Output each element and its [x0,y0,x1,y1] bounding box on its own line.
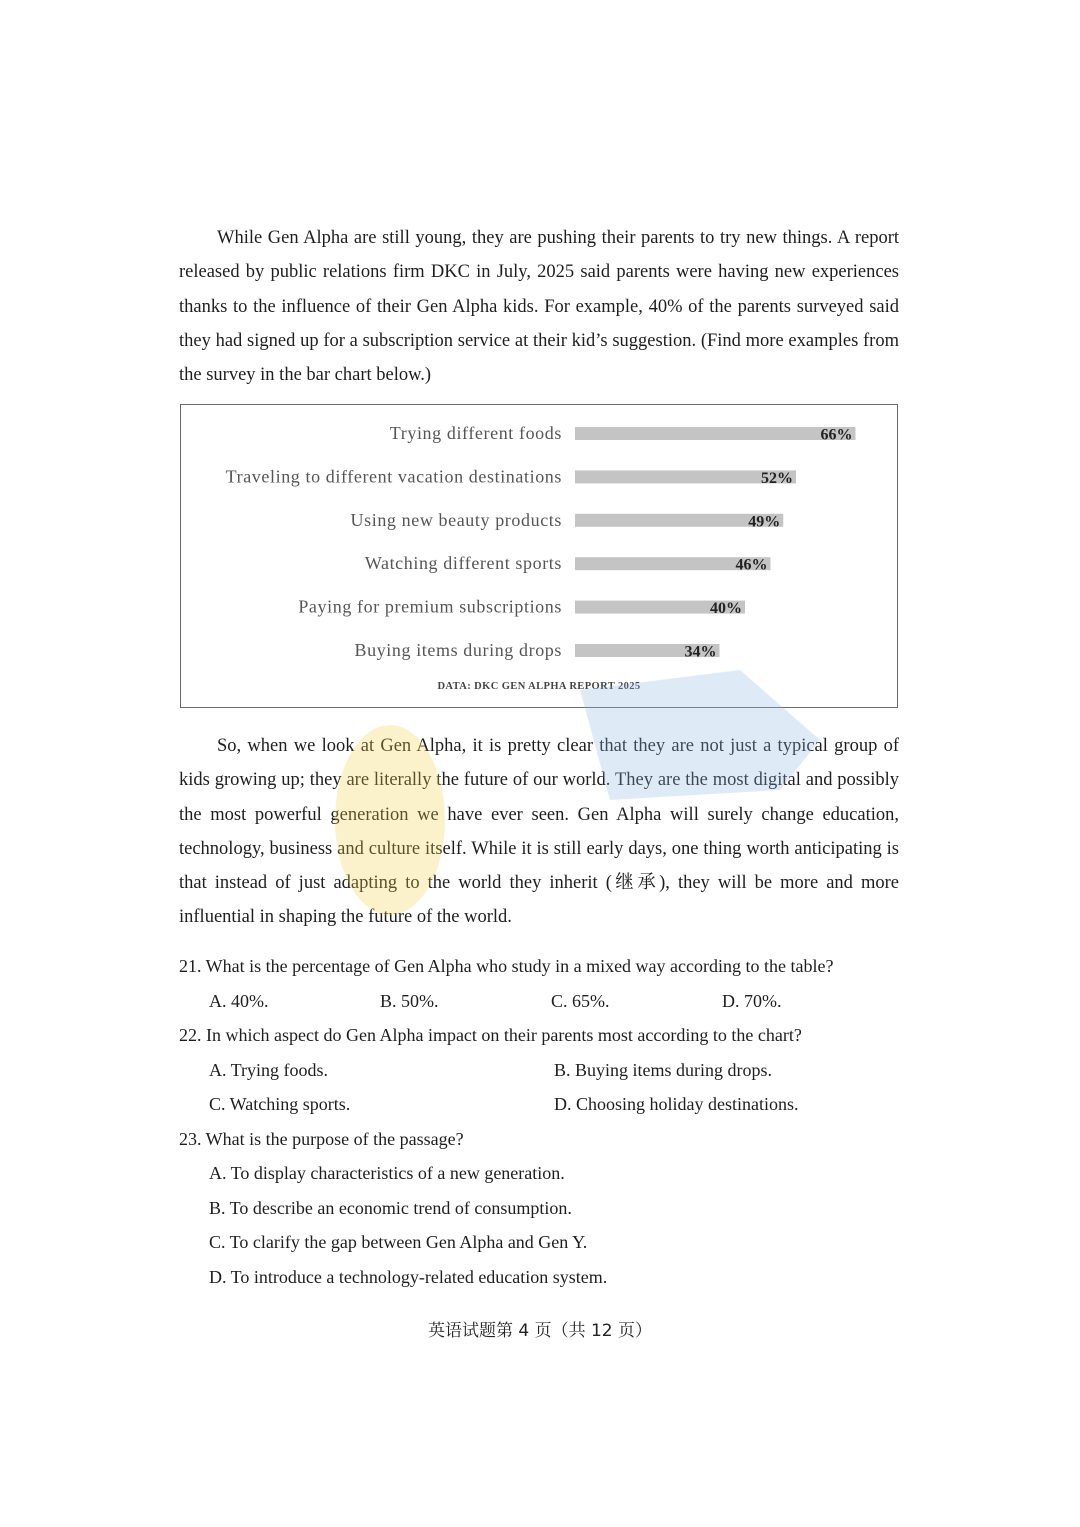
chart-source-note: DATA: DKC GEN ALPHA REPORT 2025 [437,681,641,692]
passage-paragraph-1: While Gen Alpha are still young, they are pushing their parents to try new things. A report released by public relations firm DKC in July, 2025 said parents were having new experiences thanks to the influence of their Gen Alpha kids. For example, 40% of the parents surveyed said they had signed up for a subscription service at their kid’s suggestion. (Find more examples from the survey in the bar chart below.) [179,228,899,386]
question-22-options-row-2 [179,1087,899,1122]
passage-paragraph-2: So, when we look at Gen Alpha, it is pretty clear that they are not just a typical group of kids growing up; they are literally the future of our world. They are the most digital and possibly the most powerful generation we have ever seen. Gen Alpha will surely change education, technology, business and culture itself. While it is still early days, one thing worth anticipating is that instead of just adapting to the world they inherit (继承), they will be more and more influential in shaping the future of the world. [179,736,899,928]
questions-section [179,949,899,1294]
bar-category-label: Watching different sports [364,553,562,574]
option-23-b[interactable]: B. To describe an economic trend of consumption. [209,1197,572,1218]
option-21-a[interactable]: A. 40%. [209,990,269,1011]
bar-category-label: Trying different foods [389,423,562,443]
question-21-options [179,984,899,1019]
option-22-a[interactable]: A. Trying foods. [209,1059,329,1080]
bar-value-label: 34% [684,643,717,661]
option-21-d[interactable]: D. 70%. [722,990,782,1011]
question-21: 21. What is the percentage of Gen Alpha who study in a mixed way according to the table? [179,956,834,976]
bar-category-label: Buying items during drops [354,640,562,660]
question-22-options-row-1 [179,1053,899,1088]
page-footer: 英语试题第 4 页（共 12 页） [427,1321,653,1341]
bar-value-label: 46% [735,556,768,574]
bar-chart-svg [181,405,897,707]
question-22: 22. In which aspect do Gen Alpha impact on their parents most according to the chart? [179,1025,802,1045]
option-22-d[interactable]: D. Choosing holiday destinations. [554,1094,799,1114]
bar-category-label: Paying for premium subscriptions [298,596,562,617]
bar [575,427,856,440]
bar-chart [180,404,898,708]
option-22-b[interactable]: B. Buying items during drops. [554,1059,773,1080]
bar-value-label: 40% [710,600,742,618]
option-23-c[interactable]: C. To clarify the gap between Gen Alpha and Gen Y. [209,1232,588,1252]
bar-category-label: Using new beauty products [350,509,562,530]
bar-value-label: 49% [748,513,781,531]
bar-value-label: 66% [820,426,853,444]
bar-category-label: Traveling to different vacation destinations [225,466,562,487]
option-21-b[interactable]: B. 50%. [380,990,439,1011]
option-22-c[interactable]: C. Watching sports. [209,1094,351,1114]
option-23-d[interactable]: D. To introduce a technology-related education system. [209,1266,608,1287]
option-23-a[interactable]: A. To display characteristics of a new generation. [209,1163,565,1183]
question-23: 23. What is the purpose of the passage? [179,1128,464,1149]
option-21-c[interactable]: C. 65%. [551,990,610,1011]
bar-value-label: 52% [761,469,793,487]
